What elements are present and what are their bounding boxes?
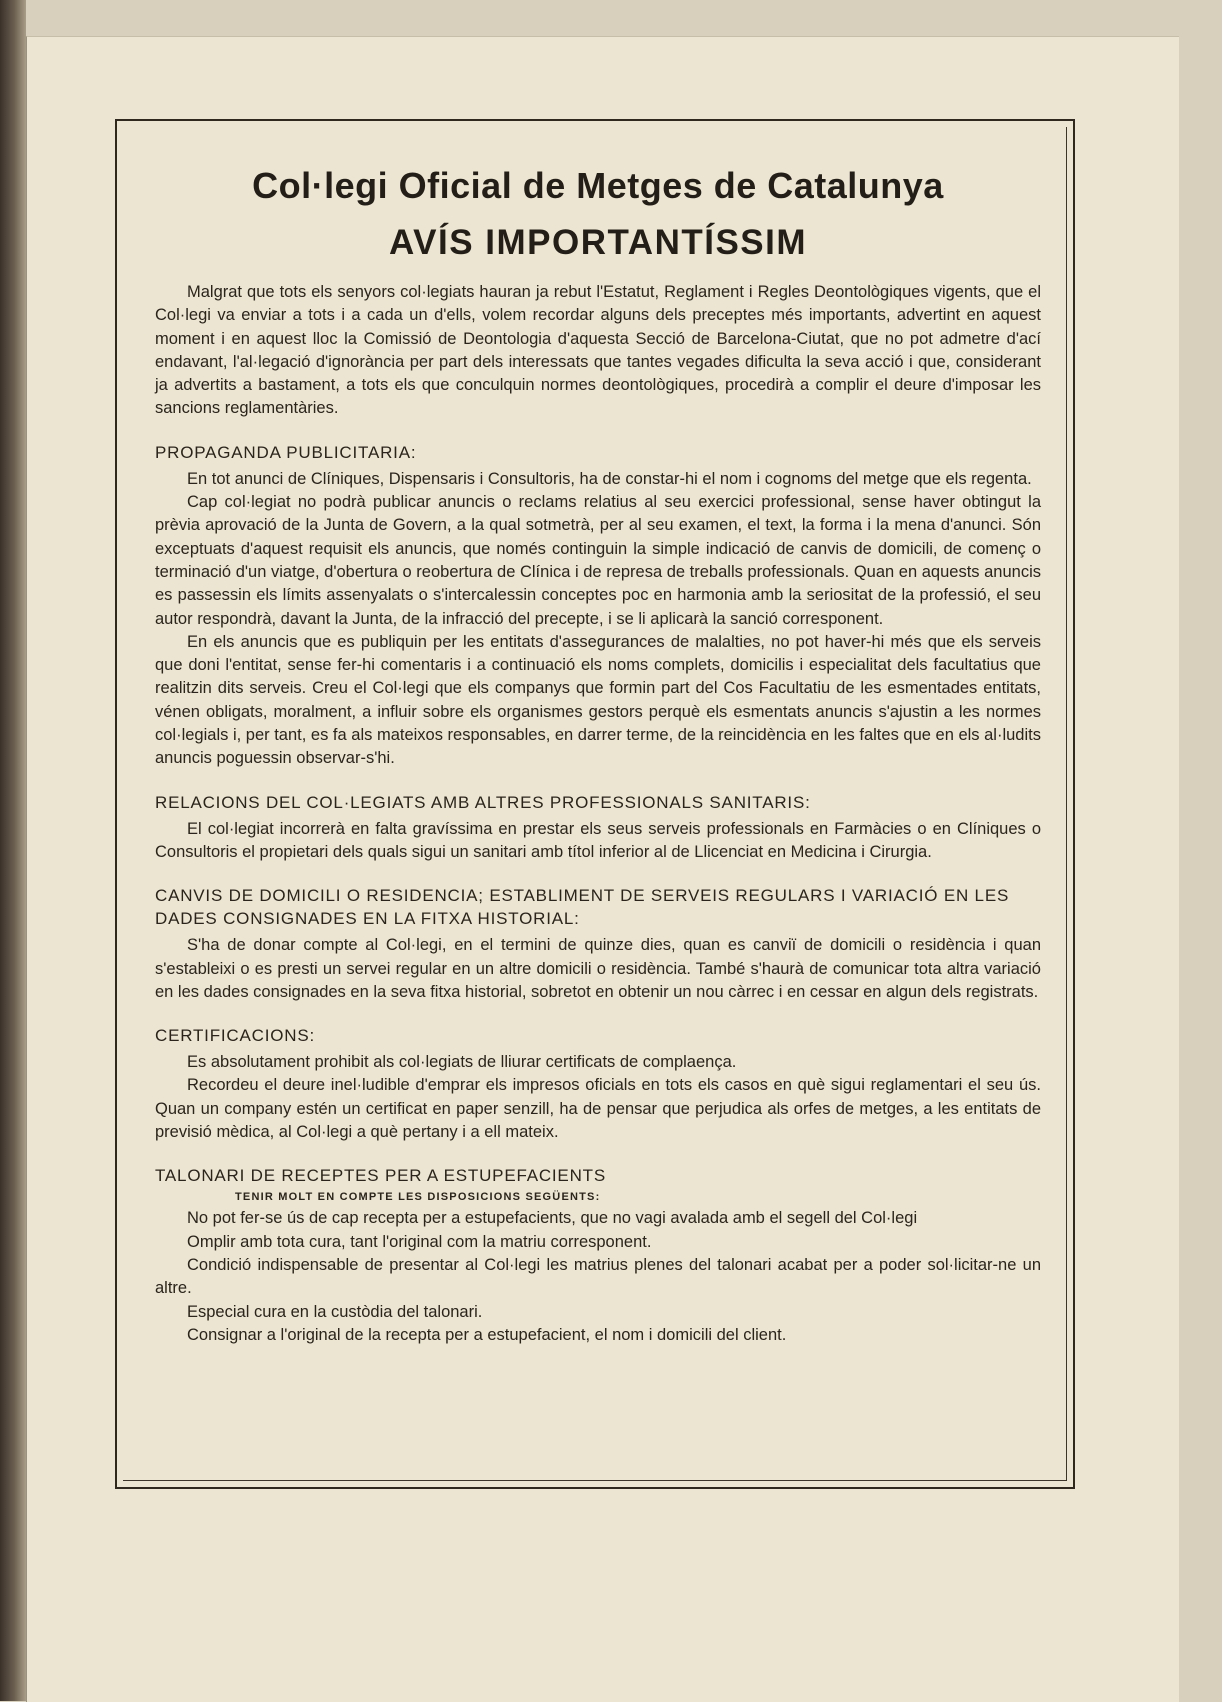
section-paragraph: S'ha de donar compte al Col·legi, en el termini de quinze dies, quan es canviï de domicili o residència i quan s'estableixi o es presti un servei regular en un altre domicili o residència. També s'haurà de comunicar tota altra variació en les dades consignades en la seva fitxa historial, sobretot en obtenir un nou càrrec i en cessar en algun dels registrats.: [155, 936, 1041, 1001]
section-relacions: [155, 791, 1041, 865]
section-heading: CANVIS DE DOMICILI O RESIDENCIA; ESTABLIMENT DE SERVEIS REGULARS I VARIACIÓ EN LES DADES CONSIGNADES EN LA FITXA HISTORIAL:: [155, 886, 1010, 929]
section-paragraph: Recordeu el deure inel·ludible d'emprar els impresos oficials en tots els casos en què sigui reglamentari el seu ús. Quan un company estén un certificat en paper senzill, ha de pensar que perjudica als orfes de metges, a les entitats de previsió mèdica, al Col·legi a què pertany i a ell mateix.: [155, 1076, 1041, 1142]
page-title: Col·legi Oficial de Metges de Catalunya: [252, 165, 944, 206]
list-item: Consignar a l'original de la recepta per a estupefacient, el nom i domicili del client.: [187, 1325, 787, 1344]
list-item: Condició indispensable de presentar al Col·legi les matrius plenes del talonari acabat per a poder sol·licitar-ne un altre.: [155, 1255, 1041, 1298]
notice-frame: [115, 119, 1075, 1489]
intro-paragraph: Malgrat que tots els senyors col·legiats hauran ja rebut l'Estatut, Reglament i Regles Deontològiques vigents, que el Col·legi va enviar a tots i a cada un d'ells, volem recordar alguns dels preceptes més importants, advertint en aquest moment i en aquest lloc la Comissió de Deontologia d'aquesta Secció de Barcelona-Ciutat, que no pot admetre d'ací endavant, l'al·legació d'ignorància per part dels interessats que tantes vegades dificulta la seva acció i que, considerant ja advertits a bastament, a tots els que conculquin normes deontològiques, procedirà a complir el deure d'imposar les sancions reglamentàries.: [155, 283, 1041, 418]
list-item: Especial cura en la custòdia del talonari.: [187, 1302, 483, 1321]
book-binding: [0, 0, 26, 1701]
section-heading: CERTIFICACIONS:: [155, 1026, 315, 1046]
section-paragraph: El col·legiat incorrerà en falta gravíssima en prestar els seus serveis professionals en Farmàcies o en Clíniques o Consultoris el propietari dels quals sigui un sanitari amb títol inferior al de Llicenciat en Medicina i Cirurgia.: [155, 819, 1041, 861]
section-propaganda: [155, 441, 1041, 771]
section-certificacions: [155, 1024, 1041, 1144]
document-page: [26, 36, 1179, 1702]
section-paragraph: En els anuncis que es publiquin per les entitats d'assegurances de malalties, no pot haver-hi més que els serveis que doni l'entitat, sense fer-hi comentaris i a continuació els noms complets, domicilis i especialitat dels facultatius que realitzin dits serveis. Creu el Col·legi que els companys que formin part del Cos Facultatiu de les esmentades entitats, vénen obligats, moralment, a influir sobre els organismes gestors perquè els esmentats anuncis s'ajustin a les normes col·legials i, per tant, es fa als mateixos responsables, en darrer terme, de la reincidència en les faltes que en els al·ludits anuncis poguessin observar-s'hi.: [155, 632, 1041, 768]
section-talonari: [155, 1164, 1041, 1347]
list-item: Omplir amb tota cura, tant l'original com la matriu corresponent.: [187, 1232, 652, 1251]
section-heading: PROPAGANDA PUBLICITARIA:: [155, 442, 417, 462]
notice-heading: AVÍS IMPORTANTÍSSIM: [388, 223, 808, 262]
section-heading: RELACIONS DEL COL·LEGIATS AMB ALTRES PROFESSIONALS SANITARIS:: [155, 792, 811, 812]
section-subheading: TENIR MOLT EN COMPTE LES DISPOSICIONS SEGÜENTS:: [235, 1191, 601, 1204]
section-canvis-domicili: [155, 884, 1041, 1004]
section-paragraph: Es absolutament prohibit als col·legiats de lliurar certificats de complaença.: [187, 1053, 737, 1072]
section-paragraph: Cap col·legiat no podrà publicar anuncis o reclams relatius al seu exercici professional, sense haver obtingut la prèvia aprovació de la Junta de Govern, a la qual sotmetrà, per al seu examen, el text, la forma i la mena d'anunci. Són exceptuats d'aquest requisit els anuncis, que només continguin la simple indicació de canvis de domicili, de començ o terminació d'un viatge, d'obertura o reobertura de Clínica i de represa de treballs professionals. Quan en aquests anuncis es passessin els límits assenyalats o s'intercalessin conceptes poc en harmonia amb la seriositat de la professió, el seu autor respondrà, davant la Junta, de la infracció del precepte, i se li aplicarà la sanció corresponent.: [155, 493, 1041, 628]
section-heading: TALONARI DE RECEPTES PER A ESTUPEFACIENTS: [155, 1166, 606, 1186]
section-paragraph: En tot anunci de Clíniques, Dispensaris i Consultoris, ha de constar-hi el nom i cognoms del metge que els regenta.: [187, 469, 1032, 488]
list-item: No pot fer-se ús de cap recepta per a estupefacients, que no vagi avalada amb el segell del Col·legi: [187, 1209, 918, 1228]
